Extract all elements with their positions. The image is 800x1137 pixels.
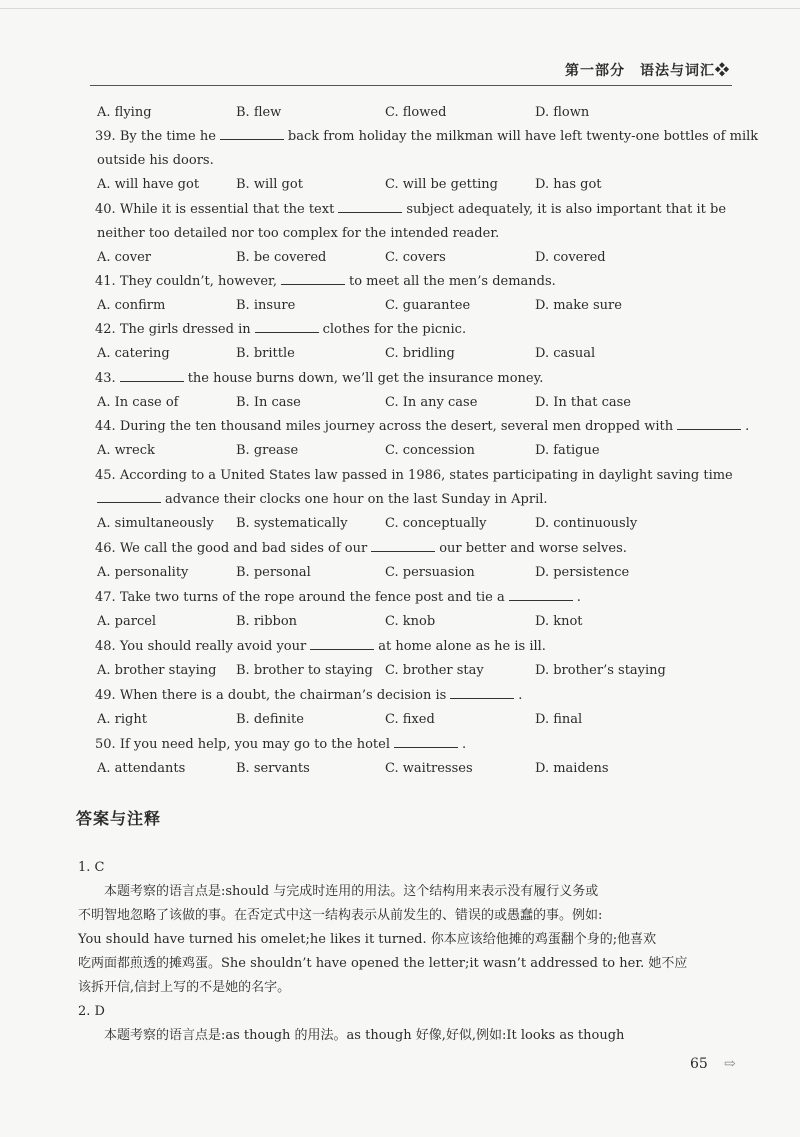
question-options <box>97 439 747 463</box>
question-text: the house burns down, we’ll get the insurance money. <box>187 371 544 386</box>
question-47 <box>97 586 747 634</box>
question-40 <box>97 198 747 270</box>
option-c: C. knob <box>385 614 436 629</box>
question-options <box>97 173 747 197</box>
question-text: clothes for the picnic. <box>322 322 467 337</box>
question-45 <box>97 464 747 536</box>
question-options <box>97 512 747 536</box>
question-text: You should really avoid your <box>119 639 307 654</box>
option-d: D. casual <box>535 346 596 361</box>
question-text: When there is a doubt, the chairman’s decision is <box>119 688 447 703</box>
question-options <box>97 757 747 781</box>
question-text: . <box>576 590 581 605</box>
option-b: B. systematically <box>236 516 348 531</box>
answers-section-title: 答案与注释 <box>76 809 162 828</box>
question-text: By the time he <box>119 129 216 144</box>
option-a: A. flying <box>97 105 152 120</box>
top-edge-rule <box>0 8 800 9</box>
header-rule <box>90 85 732 86</box>
question-text: back from holiday the milkman will have left twenty-one bottles of milk <box>287 129 759 144</box>
question-options <box>97 659 747 683</box>
page-number: 65 <box>690 1056 708 1072</box>
question-number: 47. <box>95 590 116 605</box>
option-a: A. confirm <box>97 298 166 313</box>
answer-1 <box>78 856 742 1048</box>
option-c: C. bridling <box>385 346 455 361</box>
answer-blank <box>450 684 514 699</box>
question-number: 46. <box>95 541 116 556</box>
question-number: 44. <box>95 419 116 434</box>
question-number: 39. <box>95 129 116 144</box>
question-text-continuation: outside his doors. <box>97 153 214 168</box>
answer-blank <box>220 125 284 140</box>
option-a: A. right <box>97 712 147 727</box>
option-c: C. concession <box>385 443 475 458</box>
option-d: D. In that case <box>535 395 631 410</box>
answer-explanation-line: You should have turned his omelet;he likes it turned. 你本应该给他摊的鸡蛋翻个身的;他喜欢 <box>78 932 657 947</box>
question-text: During the ten thousand miles journey across the desert, several men dropped with <box>119 419 674 434</box>
option-d: D. covered <box>535 250 606 265</box>
question-text: If you need help, you may go to the hotel <box>119 737 390 752</box>
answer-explanation-line: 本题考察的语言点是:should 与完成时连用的用法。这个结构用来表示没有履行义务或 <box>104 884 599 899</box>
option-a: A. In case of <box>97 395 179 410</box>
question-number: 42. <box>95 322 116 337</box>
question-text: The girls dressed in <box>119 322 251 337</box>
option-a: A. brother staying <box>97 663 217 678</box>
option-c: C. persuasion <box>385 565 475 580</box>
question-text: They couldn’t, however, <box>119 274 277 289</box>
option-b: B. servants <box>236 761 310 776</box>
question-48 <box>97 635 747 683</box>
answer-blank <box>509 586 573 601</box>
option-d: D. final <box>535 712 583 727</box>
option-d: D. fatigue <box>535 443 600 458</box>
answer-explanation-line: 吃两面都煎透的摊鸡蛋。She shouldn’t have opened the letter;it wasn’t addressed to her. 她不应 <box>78 956 688 971</box>
question-text: . <box>745 419 750 434</box>
option-d: D. knot <box>535 614 583 629</box>
option-d: D. has got <box>535 177 602 192</box>
answer-explanation-line: 本题考察的语言点是:as though 的用法。as though 好像,好似,例如:It looks as though <box>104 1028 625 1043</box>
option-c: C. conceptually <box>385 516 487 531</box>
question-text: our better and worse selves. <box>439 541 627 556</box>
question-text: to meet all the men’s demands. <box>348 274 556 289</box>
question-text-continuation: neither too detailed nor too complex for the intended reader. <box>97 226 500 241</box>
option-b: B. flew <box>236 105 282 120</box>
question-44 <box>95 415 750 463</box>
option-d: D. maidens <box>535 761 609 776</box>
question-number: 45. <box>95 468 116 483</box>
option-b: B. brother to staying <box>236 663 373 678</box>
question-text: at home alone as he is ill. <box>378 639 546 654</box>
question-42 <box>97 318 747 366</box>
option-a: A. will have got <box>97 177 200 192</box>
question-number: 50. <box>95 737 116 752</box>
option-a: A. parcel <box>97 614 157 629</box>
answer-blank <box>338 198 402 213</box>
question-options <box>97 561 747 585</box>
option-b: B. ribbon <box>236 614 298 629</box>
answer-blank <box>677 415 741 430</box>
question-43 <box>97 367 747 415</box>
option-a: A. personality <box>97 565 189 580</box>
question-text: According to a United States law passed in 1986, states participating in daylight saving time <box>119 468 733 483</box>
question-50 <box>97 733 747 781</box>
question-46 <box>97 537 747 585</box>
question-options <box>97 342 747 366</box>
question-options <box>97 246 747 270</box>
question-number: 48. <box>95 639 116 654</box>
question-options <box>97 708 747 732</box>
question-text: subject adequately, it is also important that it be <box>406 202 727 217</box>
option-b: B. will got <box>236 177 303 192</box>
answer-explanation-line: 不明智地忽略了该做的事。在否定式中这一结构表示从前发生的、错误的或愚蠢的事。例如: <box>78 908 603 923</box>
question-text: . <box>518 688 523 703</box>
question-number: 41. <box>95 274 116 289</box>
question-options <box>97 391 747 415</box>
question-text: While it is essential that the text <box>119 202 335 217</box>
option-b: B. insure <box>236 298 296 313</box>
option-c: C. flowed <box>385 105 447 120</box>
answer-blank <box>310 635 374 650</box>
answer-explanation-line: 该拆开信,信封上写的不是她的名字。 <box>78 980 291 995</box>
option-c: C. will be getting <box>385 177 498 192</box>
option-c: C. In any case <box>385 395 478 410</box>
option-d: D. make sure <box>535 298 622 313</box>
option-c: C. waitresses <box>385 761 473 776</box>
question-number: 49. <box>95 688 116 703</box>
option-a: A. simultaneously <box>97 516 214 531</box>
question-41 <box>97 270 747 318</box>
question-text: . <box>462 737 467 752</box>
answer-blank <box>255 318 319 333</box>
option-a: A. attendants <box>97 761 186 776</box>
answer-blank <box>371 537 435 552</box>
option-b: B. definite <box>236 712 304 727</box>
option-c: C. brother stay <box>385 663 484 678</box>
option-a: A. cover <box>97 250 152 265</box>
answer-blank <box>97 488 161 503</box>
running-header: 第一部分 语法与词汇❖ <box>565 63 730 79</box>
option-d: D. persistence <box>535 565 630 580</box>
option-b: B. personal <box>236 565 311 580</box>
option-a: A. catering <box>97 346 170 361</box>
answer-blank <box>281 270 345 285</box>
answer-blank <box>120 367 184 382</box>
question-options <box>97 294 747 318</box>
option-a: A. wreck <box>97 443 155 458</box>
question-text: We call the good and bad sides of our <box>119 541 368 556</box>
option-d: D. brother’s staying <box>535 663 666 678</box>
next-page-arrow-icon: ⇨ <box>724 1056 736 1072</box>
option-b: B. be covered <box>236 250 327 265</box>
answer-label: 2. D <box>78 1004 105 1019</box>
answer-blank <box>394 733 458 748</box>
question-39 <box>95 125 759 197</box>
question-number: 40. <box>95 202 116 217</box>
option-d: D. continuously <box>535 516 638 531</box>
option-b: B. grease <box>236 443 299 458</box>
question-text: Take two turns of the rope around the fence post and tie a <box>119 590 505 605</box>
answer-label: 1. C <box>78 860 105 875</box>
option-b: B. brittle <box>236 346 295 361</box>
option-d: D. flown <box>535 105 590 120</box>
question-options <box>97 101 747 125</box>
question-number: 43. <box>95 371 116 386</box>
option-c: C. covers <box>385 250 446 265</box>
question-options <box>97 610 747 634</box>
question-text-continuation: advance their clocks one hour on the last Sunday in April. <box>165 492 548 507</box>
option-c: C. fixed <box>385 712 435 727</box>
option-c: C. guarantee <box>385 298 471 313</box>
option-b: B. In case <box>236 395 301 410</box>
question-38-options-block <box>97 101 747 125</box>
question-49 <box>97 684 747 732</box>
